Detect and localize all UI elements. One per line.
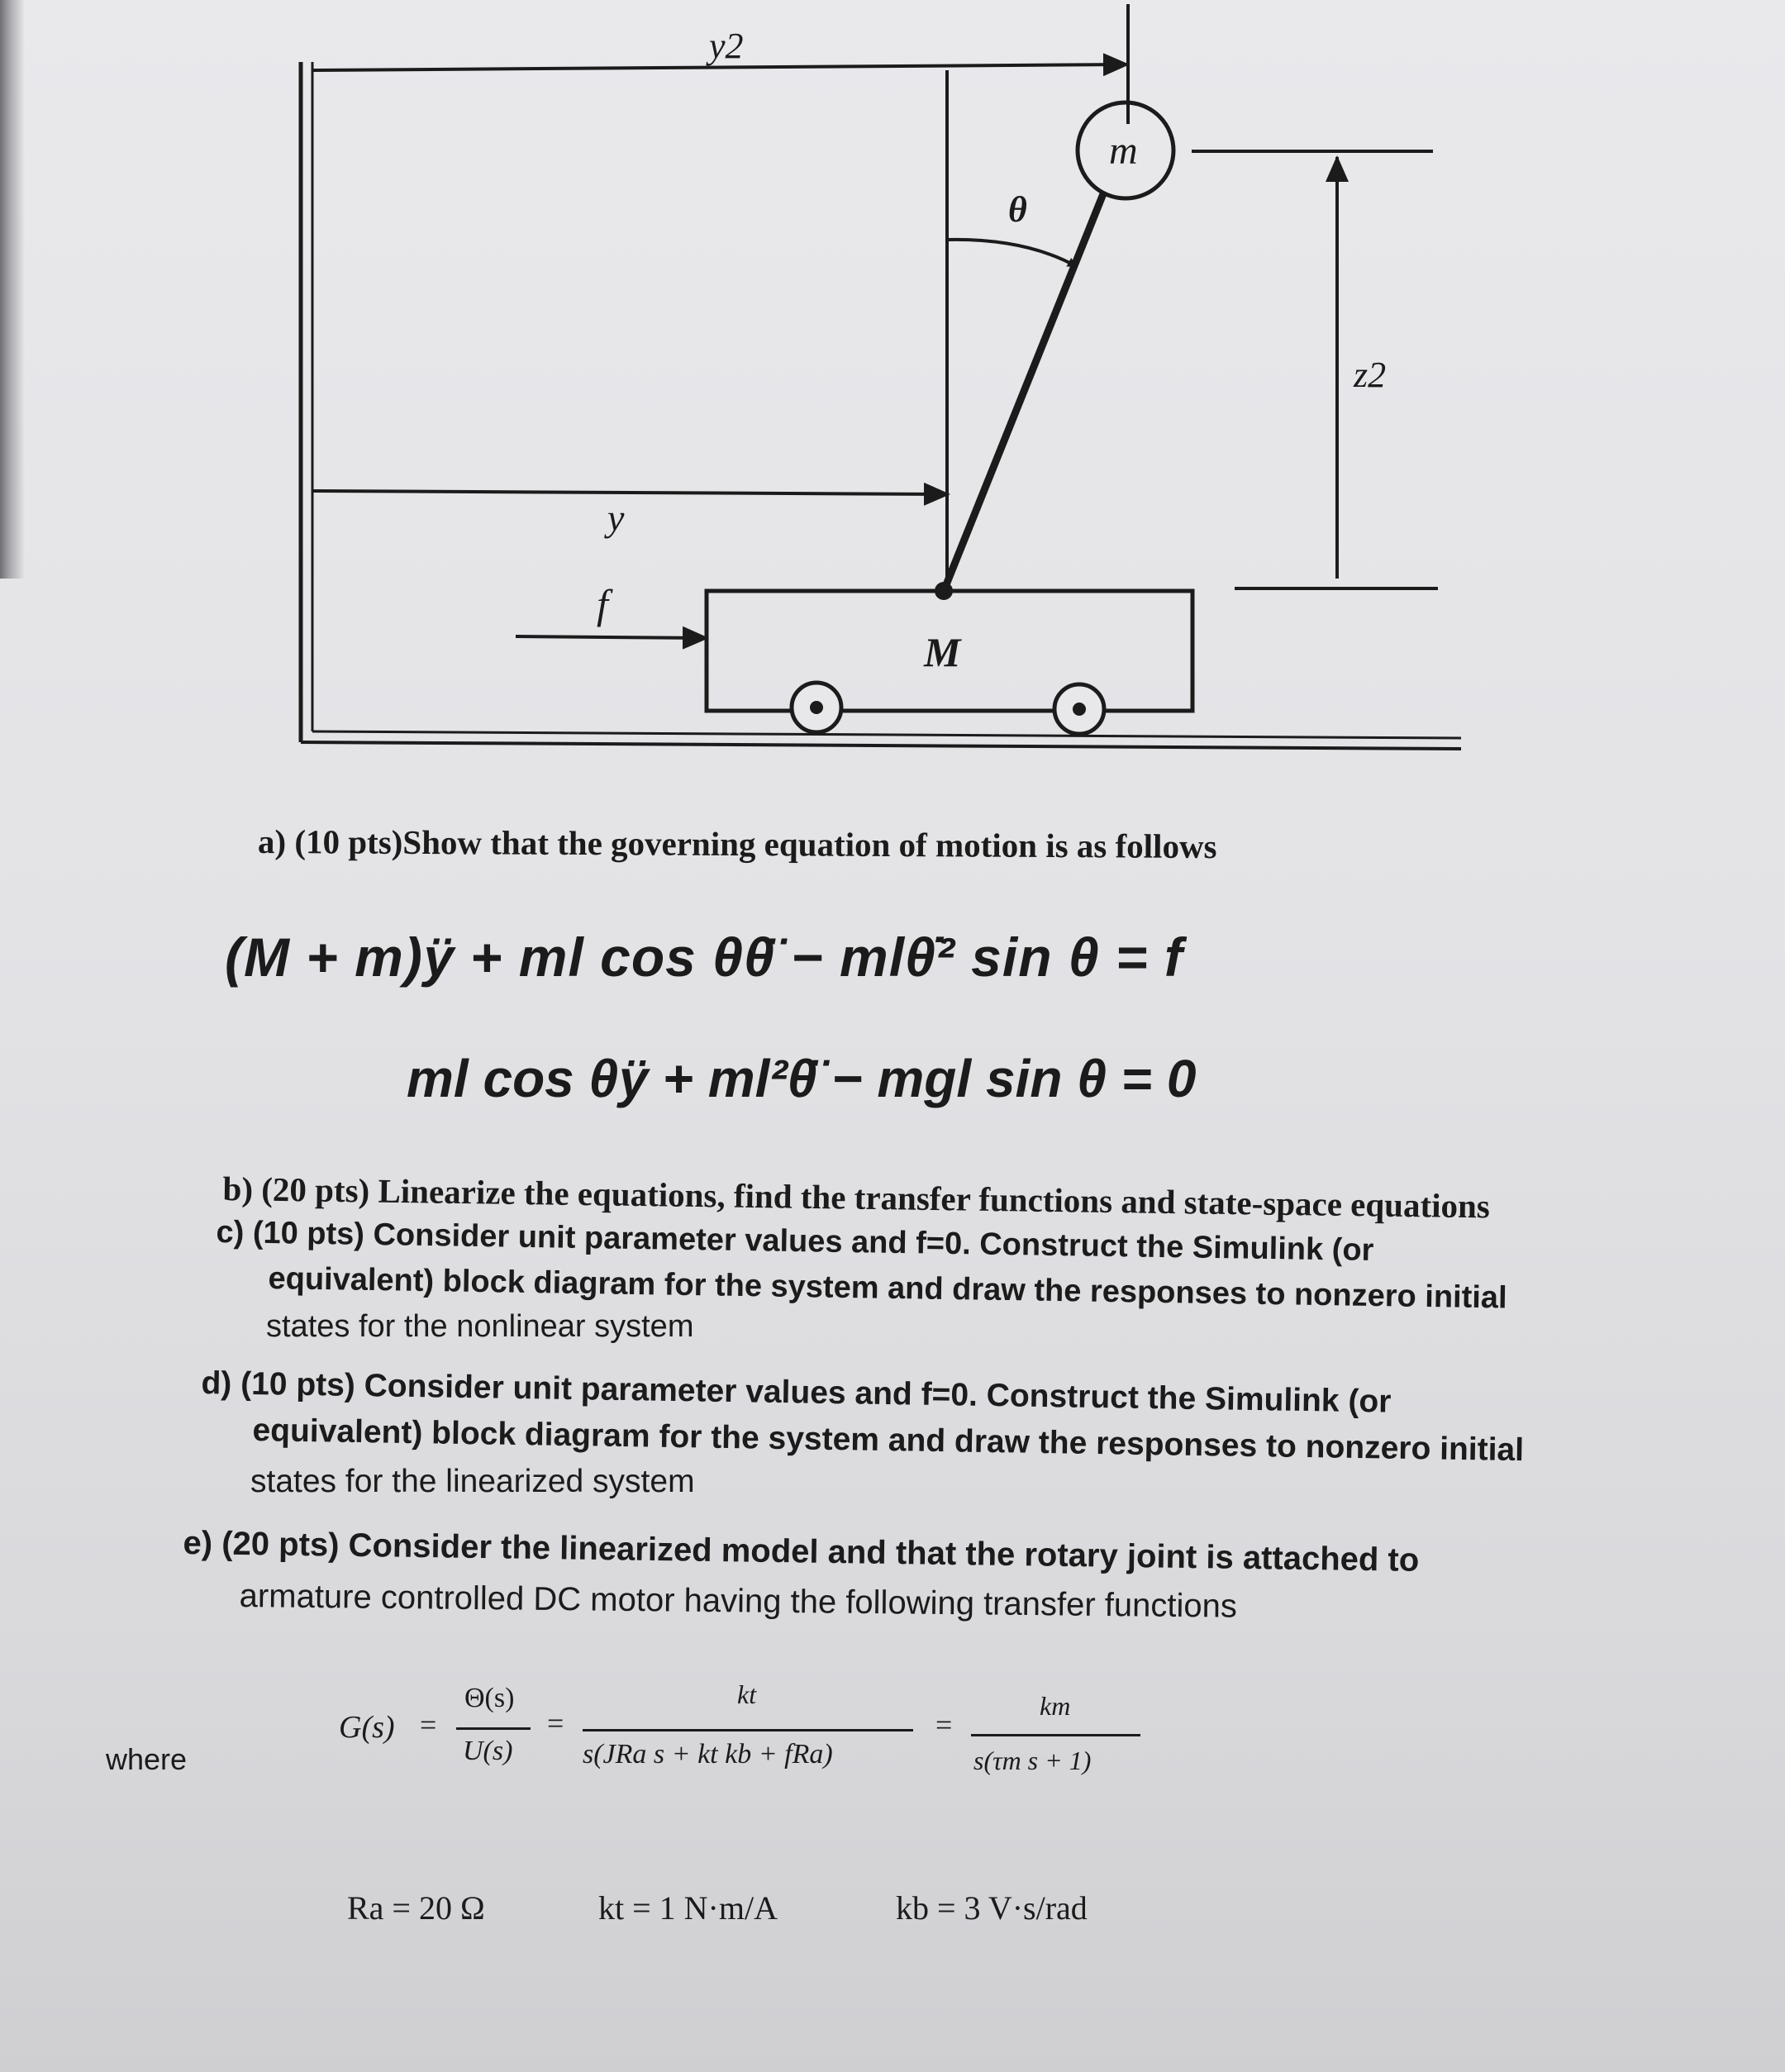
force-f-label: f — [597, 581, 608, 627]
question-d-line1: d) (10 pts) Consider unit parameter values and f=0. Construct the Simulink (or — [201, 1365, 1392, 1420]
force-f-arrow — [516, 636, 707, 638]
question-c-line3: states for the nonlinear system — [266, 1309, 694, 1344]
question-c-line1: c) (10 pts) Consider unit parameter values and f=0. Construct the Simulink (or — [216, 1214, 1374, 1268]
ground-line-bottom — [301, 742, 1461, 749]
param-kb: kb = 3 V·s/rad — [896, 1889, 1088, 1927]
cart-pendulum-diagram — [0, 0, 1785, 793]
theta-arc — [947, 240, 1076, 266]
question-c-line2: equivalent) block diagram for the system and draw the responses to nonzero initial — [268, 1260, 1507, 1316]
question-d-line3: states for the linearized system — [250, 1464, 695, 1499]
question-a: a) (10 pts)Show that the governing equation of motion is as follows — [257, 822, 1217, 866]
theta-label: θ — [1008, 189, 1027, 230]
tf-num-3: km — [1040, 1691, 1071, 1721]
cart-M-label: M — [924, 629, 961, 675]
tf-eq-1: = — [420, 1708, 437, 1741]
question-b: b) (20 pts) Linearize the equations, find the transfer functions and state-space equations — [222, 1169, 1491, 1226]
question-d-line2: equivalent) block diagram for the system and draw the responses to nonzero initial — [252, 1412, 1525, 1469]
tf-den-3: s(τm s + 1) — [973, 1746, 1092, 1775]
tf-num-1: Θ(s) — [464, 1683, 515, 1713]
tf-num-2: kt — [737, 1679, 757, 1709]
tf-bar-3 — [971, 1734, 1140, 1736]
pendulum-rod — [944, 192, 1104, 591]
y-arrow — [312, 491, 949, 494]
mass-m-label: m — [1109, 129, 1138, 173]
cart-wheel-right-hub — [1073, 703, 1086, 716]
equation-2: ml cos θÿ + ml²θ̈ − mgl sin θ = 0 — [407, 1049, 1197, 1108]
z2-label: z2 — [1354, 355, 1387, 395]
param-Ra: Ra = 20 Ω — [347, 1889, 485, 1927]
y-label: y — [607, 497, 625, 539]
cart-wheel-left-hub — [810, 701, 823, 714]
tf-G: G(s) — [339, 1710, 395, 1745]
tf-den-2: s(JRa s + kt kb + fRa) — [583, 1739, 833, 1770]
param-kt: kt = 1 N·m/A — [598, 1889, 778, 1927]
question-e-line2: armature controlled DC motor having the following transfer functions — [239, 1577, 1238, 1625]
where-label: where — [106, 1742, 188, 1776]
tf-bar-1 — [456, 1727, 531, 1730]
tf-den-1: U(s) — [463, 1736, 513, 1766]
question-e-line1: e) (20 pts) Consider the linearized model and that the rotary joint is attached to — [183, 1524, 1420, 1579]
y2-label: y2 — [709, 26, 744, 66]
tf-eq-2: = — [547, 1707, 564, 1740]
equation-1: (M + m)ÿ + ml cos θθ̈ − mlθ̇² sin θ = f — [225, 926, 1183, 988]
tf-bar-2 — [583, 1729, 913, 1731]
tf-eq-3: = — [935, 1708, 953, 1741]
ground-line-top — [312, 731, 1461, 738]
